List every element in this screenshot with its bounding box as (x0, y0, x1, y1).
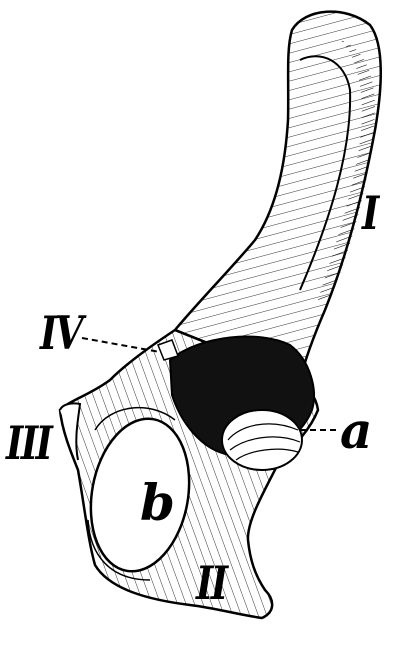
label-IV: IV (40, 306, 81, 360)
label-a: a (340, 401, 373, 460)
label-b: b (140, 473, 175, 532)
label-II: II (196, 556, 226, 610)
condyle (222, 410, 302, 470)
label-I: I (362, 186, 377, 240)
label-III: III (6, 416, 51, 470)
